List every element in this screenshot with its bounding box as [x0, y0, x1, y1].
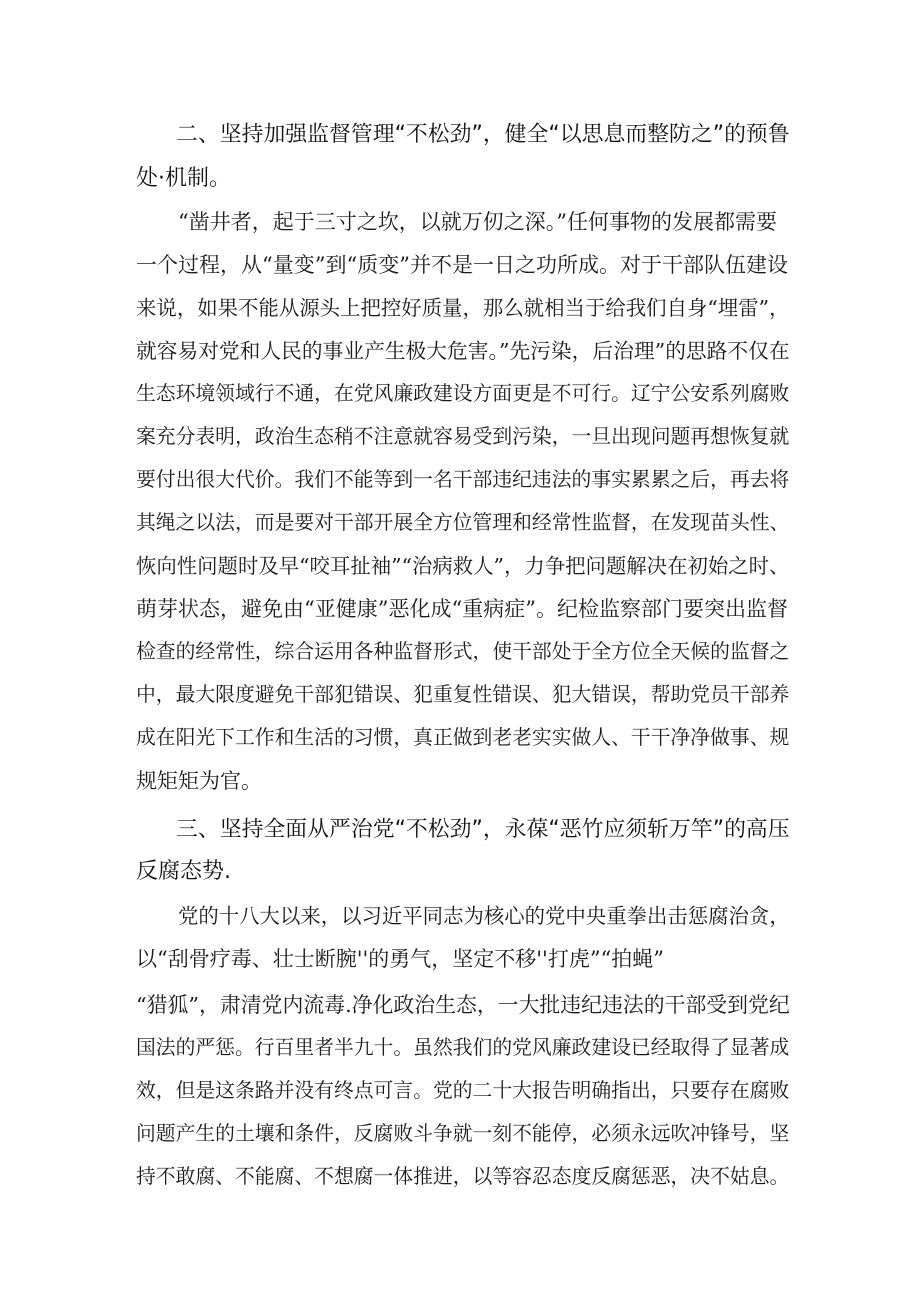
section-2-paragraph-line: 检查的经常性，综合运用各种监督形式，使干部处于全方位全天候的监督之 — [136, 640, 790, 663]
section-3-paragraph-line: “猎狐”，肃清党内流毒.净化政治生态，一大批违纪违法的干部受到党纪 — [136, 993, 790, 1017]
section-2-heading-line-1: 二、坚持加强监督管理“不松劲”，健全“以思息而整防之”的预鲁 — [176, 122, 790, 147]
section-3-paragraph-line: 持不敢腐、不能腐、不想腐一体推进，以等容忍态度反腐惩恶，决不姑息。 — [136, 1165, 790, 1188]
section-2-paragraph-line: “凿井者，起于三寸之坎，以就万仞之深。”任何事物的发展都需要 — [178, 210, 777, 234]
section-2-paragraph-line: 其绳之以法，而是要对干部开展全方位管理和经常性监督，在发现苗头性、 — [136, 511, 790, 534]
section-2-paragraph-line: 规矩矩为官。 — [136, 769, 262, 793]
section-3-heading-line-2: 反腐态势. — [136, 859, 231, 884]
section-2-paragraph-line: 成在阳光下工作和生活的习惯，真正做到老老实实做人、干干净净做事、规 — [136, 726, 790, 749]
section-2-paragraph-line: 中，最大限度避免干部犯错误、犯重复性错误、犯大错误，帮助党员干部养 — [136, 683, 790, 706]
section-3-paragraph-line: 问题产生的土壤和条件，反腐败斗争就一刻不能停，必须永远吹冲锋号，坚 — [136, 1122, 790, 1145]
section-2-paragraph-line: 要付出很大代价。我们不能等到一名干部违纪违法的事实累累之后，再去将 — [136, 468, 790, 491]
section-3-paragraph-line: 以“刮骨疗毒、壮士断腕''的勇气，坚定不移''打虎”“拍蝇” — [136, 947, 665, 971]
section-2-heading-line-2: 处·机制。 — [136, 166, 231, 191]
section-2-paragraph-line: 生态环境领域行不通，在党风廉政建设方面更是不可行。辽宁公安系列腐败 — [136, 382, 790, 405]
section-2-paragraph-line: 来说，如果不能从源头上把控好质量，那么就相当于给我们自身“埋雷”， — [136, 296, 790, 320]
section-2-paragraph-line: 就容易对党和人民的事业产生极大危害。”先污染，后治理”的思路不仅在 — [136, 339, 790, 363]
section-2-paragraph-line: 案充分表明，政治生态稍不注意就容易受到污染，一旦出现问题再想恢复就 — [136, 425, 790, 448]
section-3-paragraph-line: 党的十八大以来，以习近平同志为核心的党中央重拳出击惩腐治贪， — [178, 904, 790, 928]
section-2-paragraph-line: 萌芽状态，避免由“亚健康”恶化成“重病症”。纪检监察部门要突出监督 — [136, 597, 788, 621]
section-3-paragraph-line: 国法的严惩。行百里者半九十。虽然我们的党风廉政建设已经取得了显著成 — [136, 1036, 790, 1059]
section-2-paragraph-line: 恢向性问题时及早“咬耳扯袖”“治病救人”，力争把问题解决在初始之时、 — [136, 554, 790, 578]
section-3-paragraph-line: 效，但是这条路并没有终点可言。党的二十大报告明确指出，只要存在腐败 — [136, 1079, 790, 1102]
section-3-heading-line-1: 三、坚持全面从严治党“不松劲”，永葆“恶竹应须斩万竿”的高压 — [176, 817, 790, 842]
section-2-paragraph-line: 一个过程，从“量变”到“质变”并不是一日之功所成。对于干部队伍建设 — [136, 253, 788, 277]
